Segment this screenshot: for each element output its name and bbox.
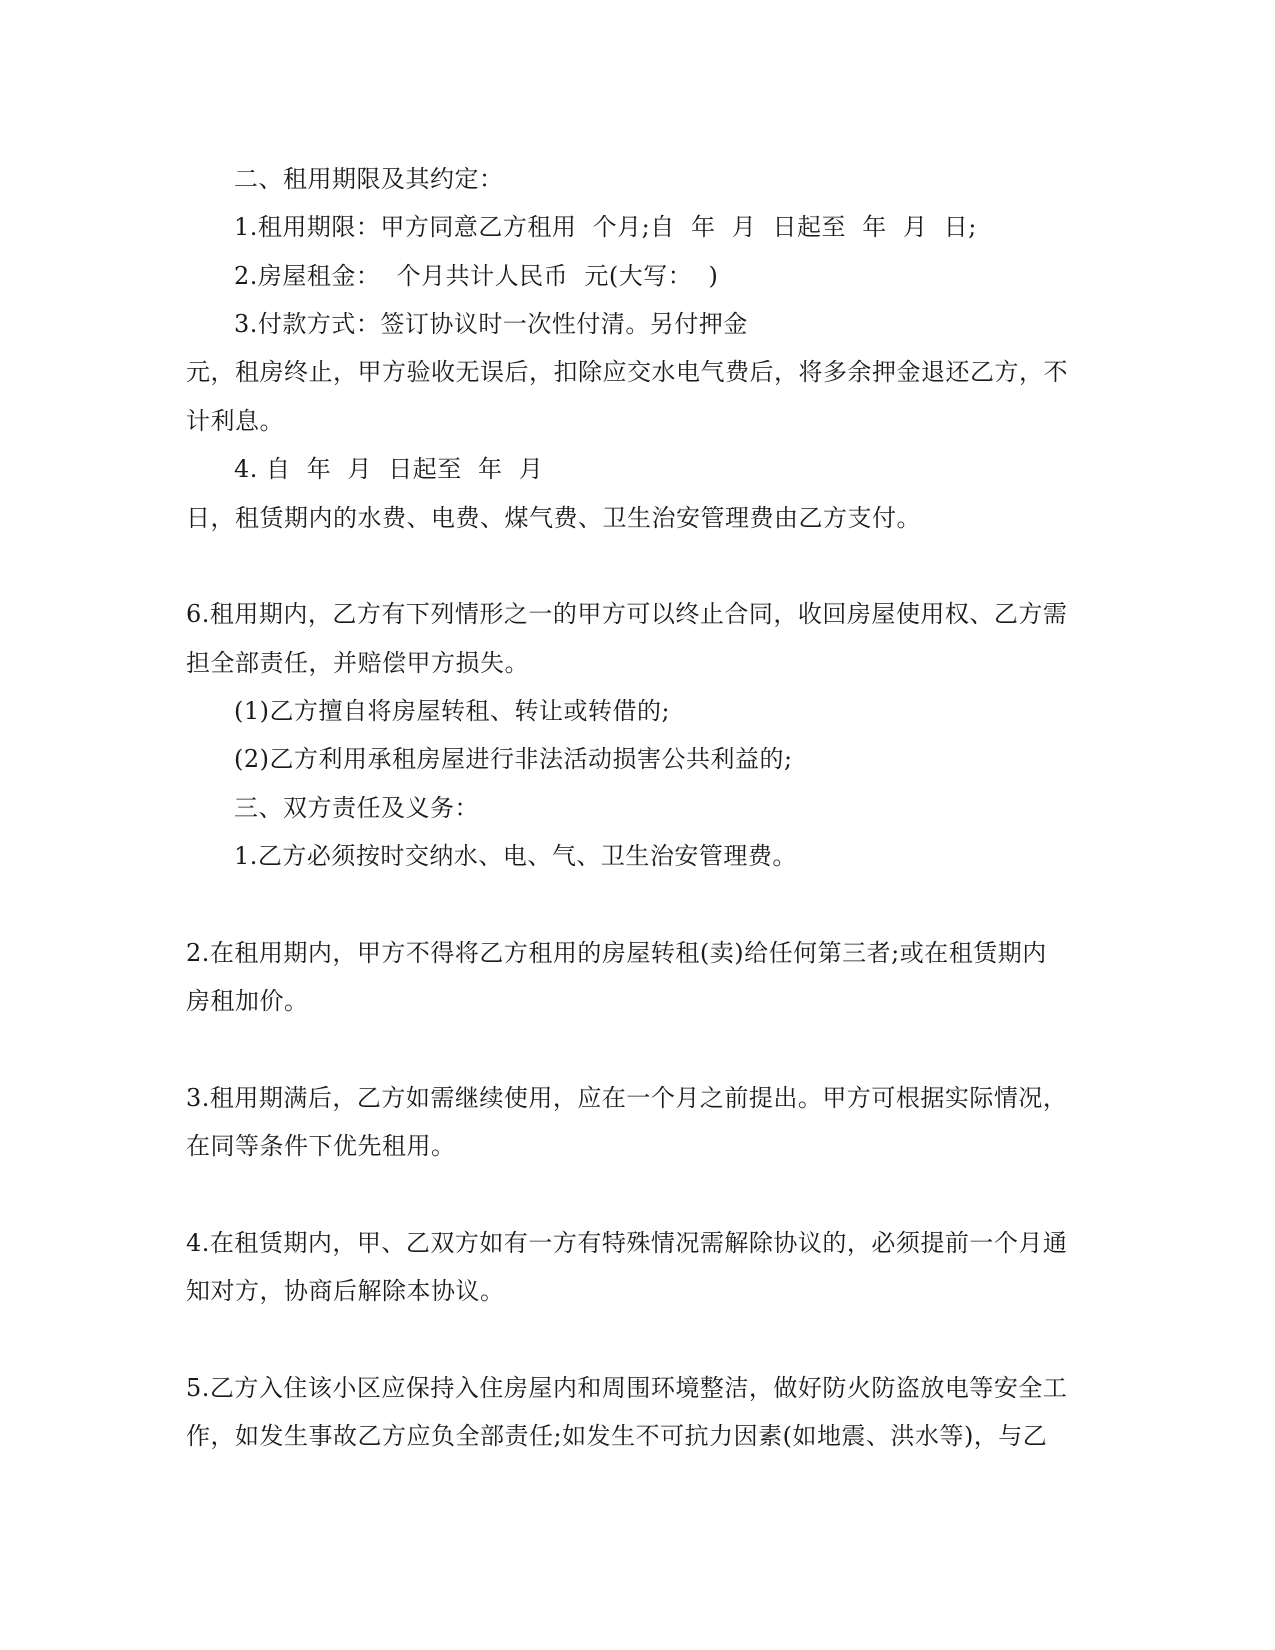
duty-clause-3: 3.租用期满后，乙方如需继续使用，应在一个月之前提出。甲方可根据实际情况，: [186, 1084, 1068, 1112]
duty-clause-2: 2.在租用期内，甲方不得将乙方租用的房屋转租(卖)给任何第三者;或在租赁期内: [186, 939, 1047, 967]
duty-clause-5-cont: 作，如发生事故乙方应负全部责任;如发生不可抗力因素(如地震、洪水等)，与乙: [186, 1422, 1048, 1450]
termination-item-1: (1)乙方擅自将房屋转租、转让或转借的;: [234, 697, 671, 725]
clause-utility-period: 4. 自 年 月 日起至 年 月: [234, 455, 544, 483]
duty-clause-3-cont: 在同等条件下优先租用。: [186, 1132, 456, 1160]
clause-lease-period: 1.租用期限：甲方同意乙方租用 个月;自 年 月 日起至 年 月 日;: [234, 213, 977, 241]
termination-item-2: (2)乙方利用承租房屋进行非法活动损害公共利益的;: [234, 745, 793, 773]
clause-payment-method: 3.付款方式：签订协议时一次性付清。另付押金: [234, 310, 748, 338]
duty-clause-2-cont: 房租加价。: [186, 987, 309, 1015]
section-heading-duties: 三、双方责任及义务：: [234, 794, 479, 822]
clause-rent-amount: 2.房屋租金： 个月共计人民币 元(大写： ): [234, 262, 719, 290]
duty-clause-1: 1.乙方必须按时交纳水、电、气、卫生治安管理费。: [234, 842, 797, 870]
clause-utility-period-cont: 日，租赁期内的水费、电费、煤气费、卫生治安管理费由乙方支付。: [186, 504, 921, 532]
duty-clause-4-cont: 知对方，协商后解除本协议。: [186, 1277, 505, 1305]
clause-termination: 6.租用期内，乙方有下列情形之一的甲方可以终止合同，收回房屋使用权、乙方需: [186, 600, 1068, 628]
section-heading-lease-term: 二、租用期限及其约定：: [234, 165, 504, 193]
duty-clause-5: 5.乙方入住该小区应保持入住房屋内和周围环境整洁，做好防火防盗放电等安全工: [186, 1374, 1068, 1402]
clause-payment-method-cont-2: 计利息。: [186, 407, 284, 435]
clause-termination-cont: 担全部责任，并赔偿甲方损失。: [186, 649, 529, 677]
clause-payment-method-cont: 元，租房终止，甲方验收无误后，扣除应交水电气费后，将多余押金退还乙方，不: [186, 358, 1068, 386]
duty-clause-4: 4.在租赁期内，甲、乙双方如有一方有特殊情况需解除协议的，必须提前一个月通: [186, 1229, 1068, 1257]
